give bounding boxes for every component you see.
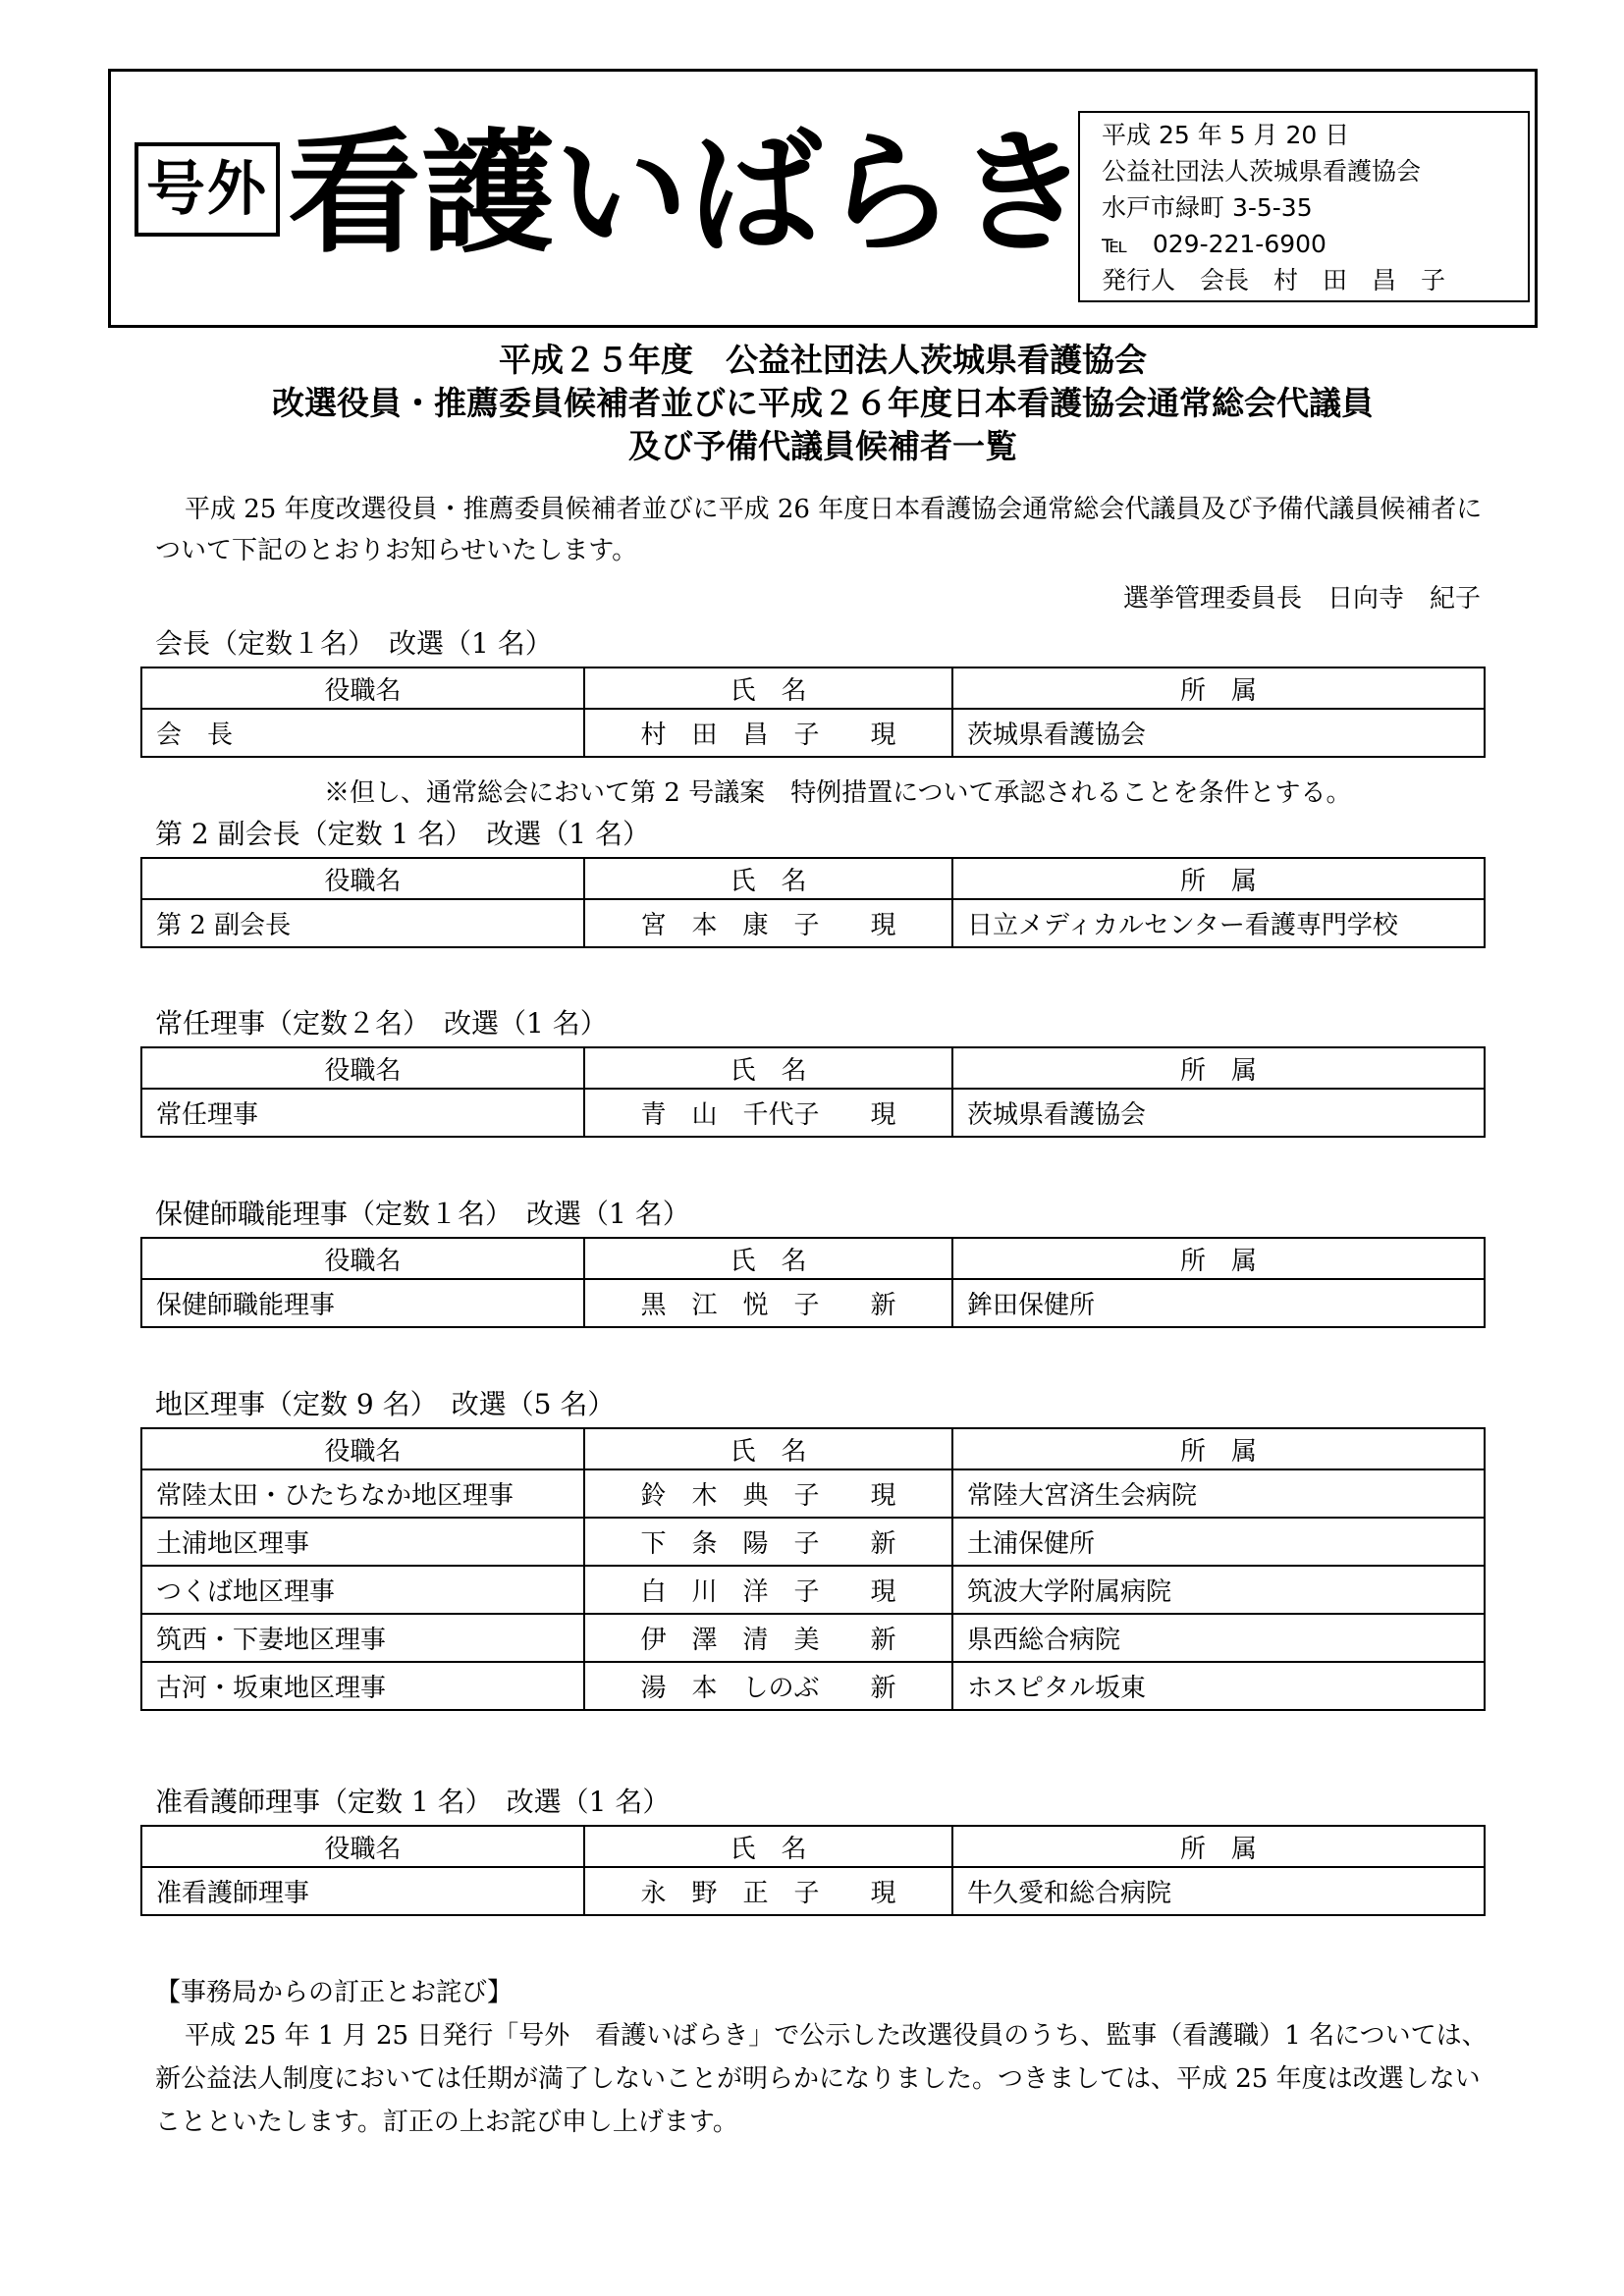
table-header-row: [141, 1238, 1485, 1279]
cell-affiliation: 牛久愛和総合病院: [952, 1867, 1485, 1915]
table-row: [141, 1566, 1485, 1614]
cell-name: 伊 澤 清 美 新: [584, 1614, 952, 1662]
publish-date: 平成 25 年 5 月 20 日: [1102, 121, 1350, 149]
publisher-address: 水戸市緑町 3-5-35: [1102, 193, 1313, 222]
table-public-health-director: [140, 1237, 1486, 1328]
table-vice-president: [140, 857, 1486, 948]
table-row: [141, 1089, 1485, 1137]
header-name: 氏 名: [584, 858, 952, 899]
header-position: 役職名: [141, 1047, 584, 1089]
headline-line: 改選役員・推薦委員候補者並びに平成２６年度日本看護協会通常総会代議員: [272, 384, 1374, 422]
publisher-info: [1078, 111, 1530, 302]
cell-affiliation: 常陸大宮済生会病院: [952, 1469, 1485, 1518]
table-row: [141, 709, 1485, 757]
document-headline: [108, 339, 1538, 468]
condition-note: ※但し、通常総会において第 2 号議案 特例措置について承認されることを条件とする。: [324, 778, 1352, 808]
cell-position: 常陸太田・ひたちなか地区理事: [141, 1469, 584, 1518]
table-president: [140, 667, 1486, 758]
cell-position: 筑西・下妻地区理事: [141, 1614, 584, 1662]
correction-title: 【事務局からの訂正とお詫び】: [155, 1978, 514, 2007]
cell-name: 鈴 木 典 子 現: [584, 1469, 952, 1518]
table-row: [141, 1867, 1485, 1915]
cell-name: 黒 江 悦 子 新: [584, 1279, 952, 1327]
publisher-name: 公益社団法人茨城県看護協会: [1102, 157, 1422, 186]
cell-position: 第 2 副会長: [141, 899, 584, 947]
header-affiliation: 所 属: [952, 1238, 1485, 1279]
cell-name: 宮 本 康 子 現: [584, 899, 952, 947]
cell-position: 保健師職能理事: [141, 1279, 584, 1327]
cell-position: 古河・坂東地区理事: [141, 1662, 584, 1710]
election-chair-signature: 選挙管理委員長 日向寺 紀子: [1122, 584, 1481, 614]
header-position: 役職名: [141, 1428, 584, 1469]
cell-position: 准看護師理事: [141, 1867, 584, 1915]
table-district-directors: [140, 1427, 1486, 1711]
section-title-president: 会長（定数１名） 改選（1 名）: [155, 627, 553, 660]
table-row: [141, 1469, 1485, 1518]
header-name: 氏 名: [584, 1826, 952, 1867]
intro-paragraph: 平成 25 年度改選役員・推薦委員候補者並びに平成 26 年度日本看護協会通常総会代議員及び予備代議員候補者について下記のとおりお知らせいたします。: [155, 495, 1483, 565]
section-title-standing-director: 常任理事（定数２名） 改選（1 名）: [155, 1007, 608, 1040]
header-position: 役職名: [141, 858, 584, 899]
header-affiliation: 所 属: [952, 1047, 1485, 1089]
header-position: 役職名: [141, 1238, 584, 1279]
cell-position: つくば地区理事: [141, 1566, 584, 1614]
cell-affiliation: 筑波大学附属病院: [952, 1566, 1485, 1614]
cell-position: 常任理事: [141, 1089, 584, 1137]
table-standing-director: [140, 1046, 1486, 1138]
table-row: [141, 899, 1485, 947]
header-name: 氏 名: [584, 1047, 952, 1089]
table-row: [141, 1279, 1485, 1327]
table-header-row: [141, 858, 1485, 899]
table-header-row: [141, 667, 1485, 709]
header-name: 氏 名: [584, 1238, 952, 1279]
header-position: 役職名: [141, 1826, 584, 1867]
table-header-row: [141, 1428, 1485, 1469]
cell-affiliation: 土浦保健所: [952, 1518, 1485, 1566]
section-title-district-directors: 地区理事（定数 9 名） 改選（5 名）: [155, 1388, 616, 1420]
publisher-phone: ℡ 029-221-6900: [1102, 230, 1326, 258]
cell-name: 永 野 正 子 現: [584, 1867, 952, 1915]
table-header-row: [141, 1826, 1485, 1867]
cell-affiliation: ホスピタル坂東: [952, 1662, 1485, 1710]
cell-affiliation: 茨城県看護協会: [952, 709, 1485, 757]
headline-line: 及び予備代議員候補者一覧: [628, 427, 1017, 465]
headline-line: 平成２５年度 公益社団法人茨城県看護協会: [499, 341, 1147, 379]
cell-affiliation: 茨城県看護協会: [952, 1089, 1485, 1137]
header-affiliation: 所 属: [952, 858, 1485, 899]
cell-name: 青 山 千代子 現: [584, 1089, 952, 1137]
table-header-row: [141, 1047, 1485, 1089]
table-row: [141, 1614, 1485, 1662]
table-row: [141, 1662, 1485, 1710]
cell-name: 村 田 昌 子 現: [584, 709, 952, 757]
header-position: 役職名: [141, 667, 584, 709]
newsletter-title: 看護いばらき: [288, 117, 1089, 272]
table-assistant-nurse-director: [140, 1825, 1486, 1916]
cell-affiliation: 日立メディカルセンター看護専門学校: [952, 899, 1485, 947]
masthead: [108, 69, 1538, 328]
cell-affiliation: 県西総合病院: [952, 1614, 1485, 1662]
section-title-assistant-nurse-director: 准看護師理事（定数 1 名） 改選（1 名）: [155, 1786, 671, 1818]
header-name: 氏 名: [584, 1428, 952, 1469]
section-title-vice-president: 第 2 副会長（定数 1 名） 改選（1 名）: [155, 818, 650, 850]
header-affiliation: 所 属: [952, 1428, 1485, 1469]
header-affiliation: 所 属: [952, 1826, 1485, 1867]
cell-name: 白 川 洋 子 現: [584, 1566, 952, 1614]
header-name: 氏 名: [584, 667, 952, 709]
cell-name: 下 条 陽 子 新: [584, 1518, 952, 1566]
table-row: [141, 1518, 1485, 1566]
cell-position: 会 長: [141, 709, 584, 757]
correction-body: 平成 25 年 1 月 25 日発行「号外 看護いばらき」で公示した改選役員のうち、監事（看護職）1 名については、新公益法人制度においては任期が満了しないことが明らかになりました。つきましては、平成 25 年度は改選しないことといたします。訂正の上お詫び申し上げます。: [155, 2021, 1488, 2137]
section-title-public-health-director: 保健師職能理事（定数１名） 改選（1 名）: [155, 1198, 690, 1230]
cell-position: 土浦地区理事: [141, 1518, 584, 1566]
cell-affiliation: 鉾田保健所: [952, 1279, 1485, 1327]
extra-edition-badge: 号外: [135, 142, 280, 237]
publisher-person: 発行人 会長 村 田 昌 子: [1102, 266, 1446, 294]
header-affiliation: 所 属: [952, 667, 1485, 709]
cell-name: 湯 本 しのぶ 新: [584, 1662, 952, 1710]
